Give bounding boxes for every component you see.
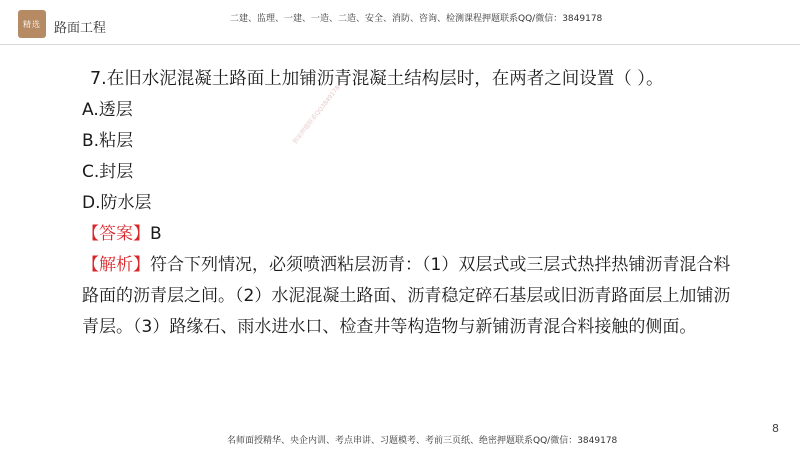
answer-label: 【答案】 [82,224,150,244]
analysis-block [82,250,742,343]
watermark: 独家押题联系QQ3849178 [291,84,342,146]
option-a: A.透层 [82,100,133,120]
analysis-text: 符合下列情况，必须喷洒粘层沥青：（1）双层式或三层式热拌热铺沥青混合料路面的沥青层之间。（2）水泥混凝土路面、沥青稳定碎石基层或旧沥青路面层上加铺沥青层。（3）路缘石、雨水进水口、检查井等构造物与新铺沥青混合料接触的侧面。 [82,255,731,337]
answer-line [82,219,762,250]
option-c: C.封层 [82,162,134,182]
option-b: B.粘层 [82,131,134,151]
question-stem: 7.在旧水泥混凝土路面上加铺沥青混凝土结构层时，在两者之间设置（ ）。 [90,69,664,89]
section-title: 路面工程 [54,21,107,36]
analysis-label: 【解析】 [82,255,150,275]
answer-value: B [150,224,162,244]
logo-text: 精选 [23,19,41,29]
page-number: 8 [772,422,779,435]
brand-logo [18,10,46,38]
question-content [82,64,762,343]
footer-ad-text: 名师面授精华、央企内训、考点串讲、习题模考、考前三页纸、绝密押题联系QQ/微信：3849178 [227,436,618,446]
header-divider [0,44,800,45]
option-d: D.防水层 [82,193,152,213]
header-ad-text: 二建、监理、一建、一造、二造、安全、消防、咨询、检测课程押题联系QQ/微信：3849178 [230,14,603,24]
